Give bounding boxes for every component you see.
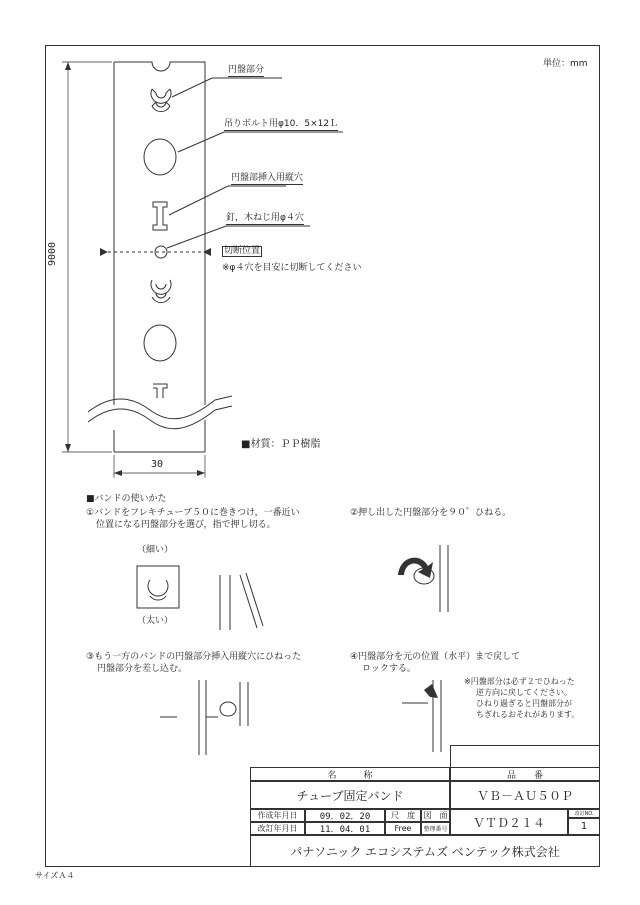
name-header: 名 称 [250, 767, 450, 781]
revision-number: 1 [568, 818, 600, 835]
usage-step1-line2: 位置になる円盤部分を選び，指で押し切る。 [96, 520, 276, 530]
created-date: 09．02．20 [305, 809, 385, 822]
usage-step3-line2: 円盤部分を差し込む。 [97, 664, 188, 674]
disk-shape-1 [151, 89, 171, 112]
size-note: サイズＡ４ [35, 871, 75, 880]
label-disk: 円盤部分 [228, 65, 265, 75]
part-header: 品 番 [450, 767, 600, 781]
drawing-label: 図 面 [421, 809, 450, 822]
usage-title: ■バンドの使いかた [86, 494, 167, 504]
scale-label: 尺 度 [385, 809, 421, 822]
dimension-length: 9000 [47, 241, 58, 266]
usage-step4-line1: ④円盤部分を元の位置（水平）まで戻して [350, 652, 521, 662]
label-material: ■材質：ＰＰ樹脂 [241, 439, 321, 450]
title-block-top-empty [450, 745, 600, 767]
part-number: ＶＢ－ＡＵ５０Ｐ [450, 781, 600, 809]
usage-step4-line2: ロックする。 [362, 664, 416, 674]
label-cut-position: 切断位置 [224, 246, 261, 256]
label-nail-hole: 釘，木ねじ用φ４穴 [226, 213, 304, 223]
band-outline-top [114, 62, 205, 405]
label-slot: 円盤部挿入用縦穴 [231, 173, 304, 183]
revision-label: 改訂NO. [568, 809, 600, 818]
scale-value: Free [385, 822, 421, 835]
label-cut-note: ※φ４穴を目安に切断してください [222, 263, 362, 273]
created-label: 作成年月日 [250, 809, 305, 822]
unit-label: 単位：mm [543, 59, 588, 69]
usage-note-line3: ひねり過ぎると円盤部分が [476, 699, 572, 708]
revised-date: 11．04．01 [305, 822, 385, 835]
title-block [250, 745, 600, 867]
dimension-width: 30 [151, 459, 164, 470]
usage-thin: （細い） [137, 545, 174, 555]
usage-note-line1: ※円盤部分は必ず２でひねった [464, 677, 575, 686]
usage-step1-line1: ①バンドをフレキチューブ５０に巻きつけ，一番近い [86, 508, 300, 518]
drawing-number: ＶＴＤ２１４ [450, 809, 568, 835]
usage-thick: （太い） [137, 616, 174, 626]
usage-step3-line1: ③もう一方のバンドの円盤部分挿入用縦穴にひねった [86, 652, 302, 662]
company-name: パナソニック エコシステムズ ベンテック株式会社 [250, 835, 600, 867]
product-name: チューブ固定バンド [250, 781, 450, 809]
revised-label: 改訂年月日 [250, 822, 305, 835]
usage-note-line2: 逆方向に戻してください。 [476, 688, 572, 697]
label-bolt-hole: 吊りボルト用φ10．5×12Ｌ [224, 119, 339, 129]
usage-note-line4: ちぎれるおそれがあります。 [476, 710, 580, 719]
usage-step2: ②押し出した円盤部分を９０゜ひねる。 [350, 508, 512, 518]
mgmt-label: 整理番号 [421, 822, 450, 835]
